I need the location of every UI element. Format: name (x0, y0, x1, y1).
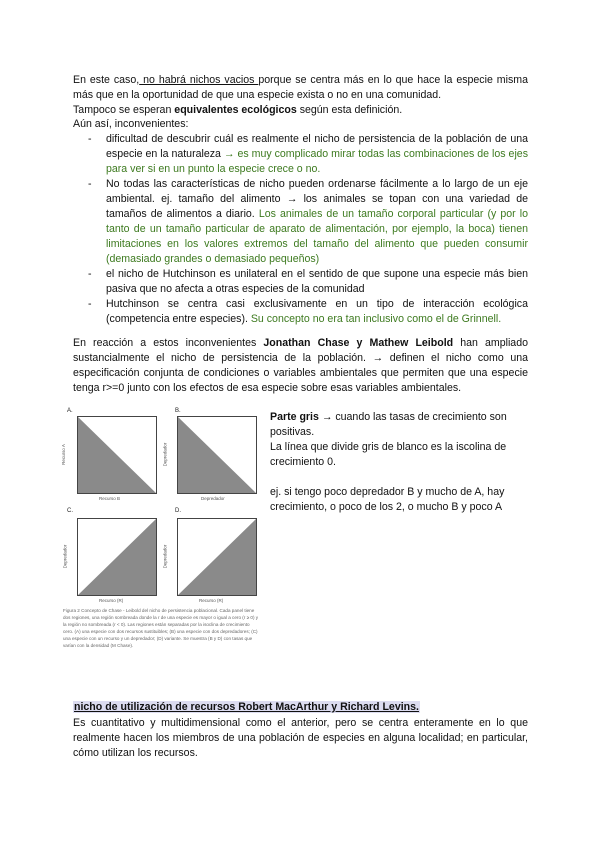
figure-caption: Figura 2 Concepto de Chase - Leibold del nicho de persistencia poblacional. Cada panel tiene dos regiones, una región sombreada donde la r de una especie es mayor o igual a cero (r ≥ 0) y la región no sombreada (r < 0). Las regiones están separadas por la isoclina de crecimiento cero. (A) una especie con dos recursos sustituibles; (B) una especie con dos depredadores; (C) una especie con un recurso y un depredador; (D) variante. Se muestra (B y D) con tasas que varían con la densidad (M Chase). (63, 608, 259, 648)
intro-text-post: porque se centra más en lo que hace la especie misma más que en la oportunidad de que una especie exista o no en una comunidad. (73, 74, 528, 101)
bullet-note: Los animales de un tamaño corporal particular (y por lo tanto de un tamaño particular de aparato de alimentación, por ejemplo, la boca) tienen limitaciones en los valores extremos del tamaño del alimento que pueden consumir (demasiado grandes o demasiado pequeños) (106, 208, 529, 265)
side-bold: Parte gris (270, 411, 319, 423)
panel-c-xlabel: Recurso (R) (99, 598, 124, 603)
list-item: - Hutchinson se centra casi exclusivamente en un tipo de interacción ecológica (competencia entre especies). Su concepto no era tan inclusivo como el de Grinnell. (88, 298, 528, 325)
intro-underlined: no habrá nichos vacios (139, 74, 259, 86)
panel-c-ylabel: Depredador (62, 544, 68, 569)
panel-label-b: B. (175, 408, 181, 414)
panel-a-xlabel: Recurso B (99, 496, 121, 501)
bullet-text: el nicho de Hutchinson es unilateral en el sentido de que supone una especie más bien pasiva que no afecta a otras especies de la comunidad (106, 268, 528, 295)
inconvenientes-list (88, 132, 529, 327)
panel-b-xlabel: Depredador (201, 496, 225, 501)
panel-a-plot (77, 416, 157, 494)
side-p2: La línea que divide gris de blanco es la iscolina de crecimiento 0. (270, 441, 507, 468)
side-line1 (270, 410, 528, 440)
panel-b-ylabel: Depredador (162, 442, 168, 467)
panel-a-ylabel: Recurso A (60, 444, 66, 465)
intro-line2 (73, 103, 528, 118)
section-body: Es cuantitativo y multidimensional como el anterior, pero se centra enteramente en lo que realmente hacen los miembros de una población de especies en alguna localidad; en particular, cómo utilizan los recursos. (73, 717, 528, 759)
bullet-note: → es muy complicado mirar todas las combinaciones de los ejes para ver si en un punto la especie crece o no. (106, 148, 528, 175)
panel-d-plot (177, 518, 257, 596)
panel-d-xlabel: Recurso (R) (199, 598, 224, 603)
side-explanation (270, 410, 528, 515)
list-item: - el nicho de Hutchinson es unilateral en el sentido de que supone una especie más bien pasiva que no afecta a otras especies de la comunidad (88, 268, 528, 295)
para2-post: han ampliado sustancialmente el nicho de persistencia de la población. → definen el nicho como una especificación conjunta de condiciones o variables ambientales que permiten que una especie tenga r>=0 junto con los efectos de esa especie sobre esas variables ambientales. (73, 337, 528, 394)
bullet-text: Hutchinson se centra casi exclusivamente en un tipo de interacción ecológica (competencia entre especies). (106, 298, 528, 325)
bullet-note: Su concepto no era tan inclusivo como el de Grinnell. (250, 313, 502, 325)
list-item: - dificultad de descubrir cuál es realmente el nicho de persistencia de la población de una especie en la naturaleza → es muy complicado mirar todas las combinaciones de los ejes para ver si en un punto la especie crece o no. (88, 133, 528, 175)
intro-text-pre: En este caso, (73, 74, 140, 86)
intro-paragraph (73, 73, 528, 103)
chase-leibold-paragraph (73, 336, 528, 396)
list-item: - No todas las características de nicho pueden ordenarse fácilmente a lo largo de un eje ambiental. ej. tamaño del alimento → los animales se topan con una variedad de tamaños de alimentos a diario. Los animales de un tamaño corporal particular (y por lo tanto de un tamaño particular de aparato de alimentación, por ejemplo, la boca) tienen limitaciones en los valores extremos del tamaño del alimento que pueden consumir (demasiado grandes o demasiado pequeños) (88, 178, 529, 265)
panel-d-ylabel: Depredador (162, 544, 168, 569)
side-p3: ej. si tengo poco depredador B y mucho de A, hay crecimiento, o poco de los 2, o mucho B y poco A (270, 486, 505, 513)
section-heading: nicho de utilización de recursos Robert MacArthur y Richard Levins. (74, 701, 419, 713)
niche-figure (60, 408, 265, 608)
intro-line3: Aún así, inconvenientes: (73, 118, 189, 130)
panel-label-d: D. (175, 508, 181, 514)
para2-bold: Jonathan Chase y Mathew Leibold (263, 337, 454, 349)
side-p1: → cuando las tasas de crecimiento son positivas. (270, 411, 507, 438)
line2-pre: Tampoco se esperan (73, 104, 175, 116)
panel-c-plot (77, 518, 157, 596)
line2-post: según esta definición. (296, 104, 403, 116)
bullet-text: No todas las características de nicho pueden ordenarse fácilmente a lo largo de un eje ambiental. ej. tamaño del alimento → los animales se topan con una variedad de tamaños de alimentos a diario. (106, 178, 528, 220)
line2-bold: equivalentes ecológicos (174, 104, 297, 116)
panel-b-plot (177, 416, 257, 494)
bullet-text: dificultad de descubrir cuál es realmente el nicho de persistencia de la población de una especie en la naturaleza (106, 133, 528, 160)
panel-label-a: A. (67, 408, 73, 414)
para2-pre: En reacción a estos inconvenientes (73, 337, 264, 349)
panel-label-c: C. (67, 508, 73, 514)
